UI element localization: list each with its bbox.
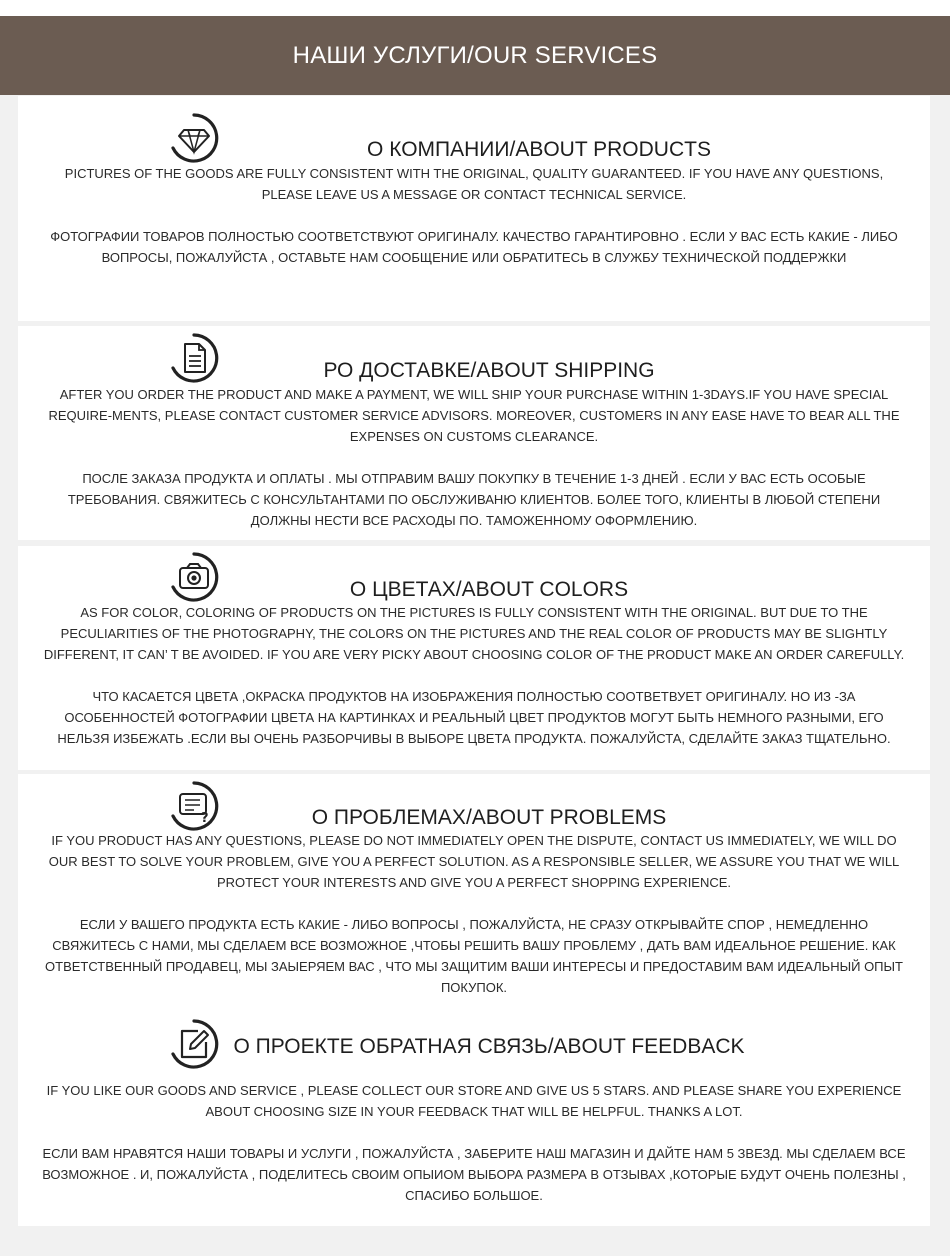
section-problems [18, 774, 930, 998]
section-title: О ПРОБЛЕМАХ/ABOUT PROBLEMS [311, 806, 667, 829]
page-header [0, 16, 950, 95]
section-text-en: IF YOU LIKE OUR GOODS AND SERVICE , PLEASE COLLECT OUR STORE AND GIVE US 5 STARS. AND PLEASE SHARE YOU EXPERIENCE ABOUT CHOOSING SIZE IN YOUR FEEDBACK THAT WILL BE HELPFUL. THANKS A LOT. [46, 1083, 902, 1119]
section-text-en: AFTER YOU ORDER THE PRODUCT AND MAKE A PAYMENT, WE WILL SHIP YOUR PURCHASE WITHIN 1-3DAYS.IF YOU HAVE SPECIAL REQUIRE-MENTS, PLEASE CONTACT CUSTOMER SERVICE ADVISORS. MOREOVER, CUSTOMERS IN ANY EASE HAVE TO BEAR ALL THE EXPENSES ON CUSTOMS CLEARANCE. [48, 387, 900, 444]
section-shipping [18, 326, 930, 540]
section-products [18, 96, 930, 321]
top-strip [0, 0, 950, 16]
section-title: О ПРОЕКТЕ ОБРАТНАЯ СВЯЗЬ/ABOUT FEEDBACK [233, 1035, 745, 1058]
svg-text:?: ? [201, 811, 209, 826]
section-title: О КОМПАНИИ/ABOUT PRODUCTS [367, 138, 711, 161]
section-title: РО ДОСТАВКЕ/ABOUT SHIPPING [323, 359, 655, 382]
section-text-en: IF YOU PRODUCT HAS ANY QUESTIONS, PLEASE DO NOT IMMEDIATELY OPEN THE DISPUTE, CONTACT US IMMEDIATELY, WE WILL DO OUR BEST TO SOLVE YOUR PROBLEM, GIVE YOU A PERFECT SOLUTION. AS A RESPONSIBLE SELLER, WE ASSURE YOU THAT WE WILL PROTECT YOUR INTERESTS AND GIVE YOU A PERFECT SHOPPING EXPERIENCE. [48, 833, 900, 890]
section-text-en: AS FOR COLOR, COLORING OF PRODUCTS ON THE PICTURES IS FULLY CONSISTENT WITH THE ORIGINAL. BUT DUE TO THE PECULIARITIES OF THE PHOTOGRAPHY, THE COLORS ON THE PICTURES AND THE REAL COLOR OF PRODUCTS MAY BE SLIGHTLY DIFFERENT, IT CAN’ T BE AVOIDED. IF YOU ARE VERY PICKY ABOUT CHOOSING COLOR OF THE PRODUCT MAKE AN ORDER CAREFULLY. [43, 605, 905, 662]
section-text-ru: ЧТО КАСАЕТСЯ ЦВЕТА ,ОКРАСКА ПРОДУКТОВ НА ИЗОБРАЖЕНИЯ ПОЛНОСТЬЮ СООТВЕТВУЕТ ОРИГИНАЛУ. НО ИЗ -ЗА ОСОБЕННОСТЕЙ ФОТОГРАФИИ ЦВЕТА НА КАРТИНКАХ И РЕАЛЬНЫЙ ЦВЕТ ПРОДУКТОВ МОГУТ БЫТЬ НЕМНОГО РАЗНЫМИ, ЕГО НЕЛЬЗЯ ИЗБЕЖАТЬ .ЕСЛИ ВЫ ОЧЕНЬ РАЗБОРЧИВЫ В ВЫБОРЕ ЦВЕТА ПРОДУКТА. ПОЖАЛУЙСТА, СДЕЛАЙТЕ ЗАКАЗ ТЩАТЕЛЬНО. [57, 689, 891, 746]
section-text-en: PICTURES OF THE GOODS ARE FULLY CONSISTENT WITH THE ORIGINAL, QUALITY GUARANTEED. IF YOU HAVE ANY QUESTIONS, PLEASE LEAVE US A MESSAGE OR CONTACT TECHNICAL SERVICE. [64, 166, 884, 202]
section-feedback [18, 998, 930, 1226]
section-text-ru: ПОСЛЕ ЗАКАЗА ПРОДУКТА И ОПЛАТЫ . МЫ ОТПРАВИМ ВАШУ ПОКУПКУ В ТЕЧЕНИЕ 1-3 ДНЕЙ . ЕСЛИ У ВАС ЕСТЬ ОСОБЫЕ ТРЕБОВАНИЯ. СВЯЖИТЕСЬ С КОНСУЛЬТАНТАМИ ПО ОБСЛУЖИВАНЮ КЛИЕНТОВ. БОЛЕЕ ТОГО, КЛИЕНТЫ В ЛЮБОЙ СТЕПЕНИ ДОЛЖНЫ НЕСТИ ВСЕ РАСХОДЫ ПО. ТАМОЖЕННОМУ ОФОРМЛЕНИЮ. [67, 471, 881, 528]
section-text-ru: ЕСЛИ У ВАШЕГО ПРОДУКТА ЕСТЬ КАКИЕ - ЛИБО ВОПРОСЫ , ПОЖАЛУЙСТА, НЕ СРАЗУ ОТКРЫВАЙТЕ СПОР , НЕМЕДЛЕННО СВЯЖИТЕСЬ С НАМИ, МЫ СДЕЛАЕМ ВСЕ ВОЗМОЖНОЕ ,ЧТОБЫ РЕШИТЬ ВАШУ ПРОБЛЕМУ , ДАТЬ ВАМ ИДЕАЛЬНОЕ РЕШЕНИЕ. КАК ОТВЕТСТВЕННЫЙ ПРОДАВЕЦ, МЫ ЗАЫЕРЯЕМ ВАС , ЧТО МЫ ЗАЩИТИМ ВАШИ ИНТЕРЕСЫ И ПРЕДОСТАВИМ ВАМ ИДЕАЛЬНЫЙ ОПЫТ ПОКУПОК. [45, 917, 903, 995]
section-text-ru: ЕСЛИ ВАМ НРАВЯТСЯ НАШИ ТОВАРЫ И УСЛУГИ , ПОЖАЛУЙСТА , ЗАБЕРИТЕ НАШ МАГАЗИН И ДАЙТЕ НАМ 5 ЗВЕЗД. МЫ СДЕЛАЕМ ВСЕ ВОЗМОЖНОЕ . И, ПОЖАЛУЙСТА , ПОДЕЛИТЕСЬ СВОИМ ОПЫИОМ ВЫБОРА РАЗМЕРА В ОТЗЫВАХ ,КОТОРЫЕ БУДУТ ОЧЕНЬ ПОЛЕЗНЫ , СПАСИБО БОЛЬШОЕ. [42, 1146, 906, 1203]
section-title: О ЦВЕТАХ/ABOUT COLORS [349, 578, 629, 601]
section-text-ru: ФОТОГРАФИИ ТОВАРОВ ПОЛНОСТЬЮ СООТВЕТСТВУЮТ ОРИГИНАЛУ. КАЧЕСТВО ГАРАНТИРОВНО . ЕСЛИ У ВАС ЕСТЬ КАКИЕ - ЛИБО ВОПРОСЫ, ПОЖАЛУЙСТА , ОСТАВЬТЕ НАМ СООБЩЕНИЕ ИЛИ ОБРАТИТЕСЬ В СЛУЖБУ ТЕХНИЧЕСКОЙ ПОДДЕРЖКИ [50, 229, 898, 265]
page-title: НАШИ УСЛУГИ/OUR SERVICES [292, 41, 658, 69]
section-colors [18, 546, 930, 770]
